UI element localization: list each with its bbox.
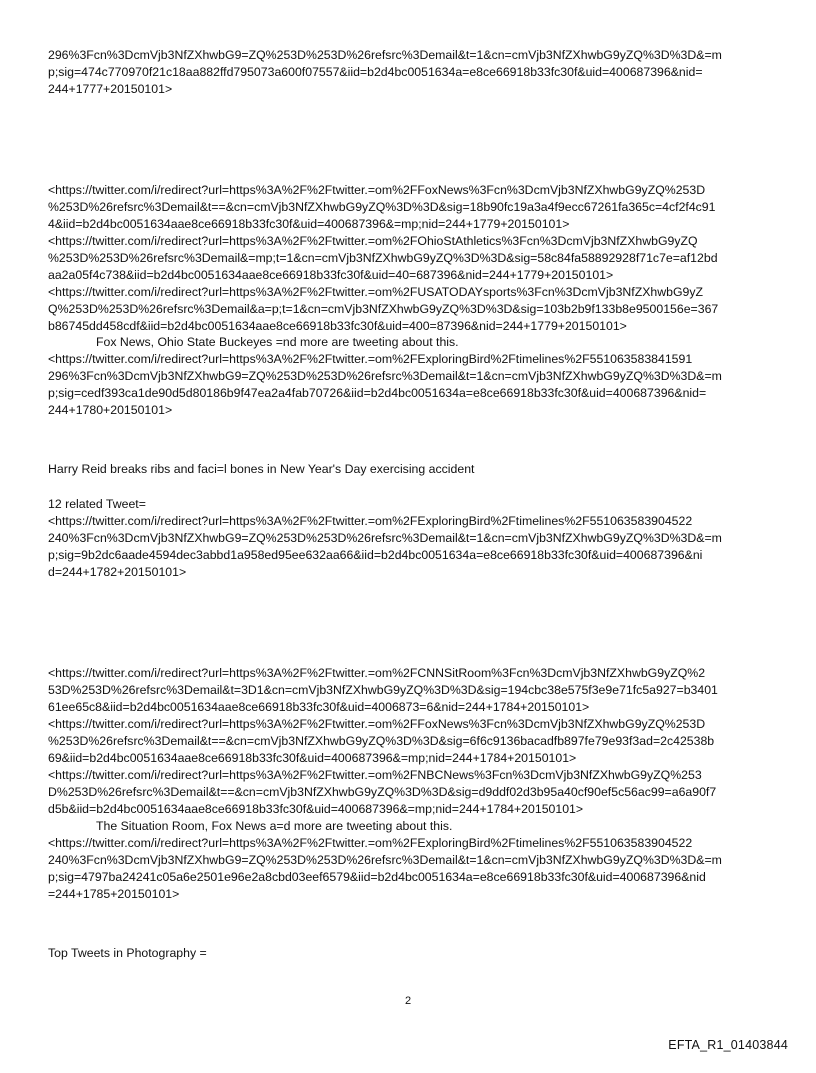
link-block-2: <https://twitter.com/i/redirect?url=https%3A%2F%2Ftwitter.=om%2FFoxNews%3Fcn%3DcmVjb3NfZXhwbG9yZQ%253D %253D%26refsrc%3Demail&t==&cn=cmVjb3NfZXhwbG9yZQ%3D%3D&sig=18b90fc19a3a4f9ecc67261fa365c=4cf2f4c91 4&iid=b2d4bc0051634aae8ce66918b33fc30f&uid=400687396&=mp;nid=244+1779+20150101> <https://twitter.com/i/redirect?url=https%3A%2F%2Ftwitter.=om%2FOhioStAthletics%3Fcn%3DcmVjb3NfZXhwbG9yZQ %253D%253D%26refsrc%3Demail&=mp;t=1&cn=cmVjb3NfZXhwbG9yZQ%3D%3D&sig=58c84fa58892928f71c7e=af12bd aa2a05f4c738&iid=b2d4bc0051634aae8ce66918b33fc30f&uid=40=687396&nid=244+1779+20150101> <https://twitter.com/i/redirect?url=https%3A%2F%2Ftwitter.=om%2FUSATODAYsports%3Fcn%3DcmVjb3NfZXhwbG9yZ Q%253D%253D%26refsrc%3Demail&a=p;t=1&cn=cmVjb3NfZXhwbG9yZQ%3D%3D&sig=103b2b9f133b8e9500156e=367 b86745dd458cdf&iid=b2d4bc0051634aae8ce66918b33fc30f&uid=400=87396&nid=244+1779+20150101> [48,183,719,333]
link-block-3: <https://twitter.com/i/redirect?url=https%3A%2F%2Ftwitter.=om%2FExploringBird%2Ftimelines%2F551063583841591 296%3Fcn%3DcmVjb3NfZXhwbG9=ZQ%253D%253D%26refsrc%3Demail&t=1&cn=cmVjb3NfZXhwbG9yZQ%3D%3D&=m p;sig=cedf393ca1de90d5d80186b9f47ea2a4fab70726&iid=b2d4bc0051634a=e8ce66918b33fc30f&uid=400687396&nid= 244+1780+20150101> [48,352,722,417]
tweeting-note-1: Fox News, Ohio State Buckeyes =nd more are tweeting about this. [96,335,459,349]
link-block-5: <https://twitter.com/i/redirect?url=https%3A%2F%2Ftwitter.=om%2FExploringBird%2Ftimelines%2F551063583904522 240%3Fcn%3DcmVjb3NfZXhwbG9=ZQ%253D%253D%26refsrc%3Demail&t=1&cn=cmVjb3NfZXhwbG9yZQ%3D%3D&=m p;sig=4797ba24241c05a6e2501e96e2a8cbd03eef6579&iid=b2d4bc0051634a=e8ce66918b33fc30f&uid=400687396&nid =244+1785+20150101> [48,836,722,901]
tweeting-note-2: The Situation Room, Fox News a=d more are tweeting about this. [96,819,453,833]
related-tweets-block: 12 related Tweet= <https://twitter.com/i/redirect?url=https%3A%2F%2Ftwitter.=om%2FExploringBird%2Ftimelines%2F551063583904522 240%3Fcn%3DcmVjb3NfZXhwbG9=ZQ%253D%253D%26refsrc%3Demail&t=1&cn=cmVjb3NfZXhwbG9yZQ%3D%3D&=m p;sig=9b2dc6aade4594dec3abbd1a958ed95ee632aa66&iid=b2d4bc0051634a=e8ce66918b33fc30f&uid=400687396&ni d=244+1782+20150101> [48,497,722,579]
document-id-footer: EFTA_R1_01403844 [668,1038,788,1052]
headline-harry-reid: Harry Reid breaks ribs and faci=l bones in New Year's Day exercising accident [48,462,475,476]
link-block-4: <https://twitter.com/i/redirect?url=https%3A%2F%2Ftwitter.=om%2FCNNSitRoom%3Fcn%3DcmVjb3NfZXhwbG9yZQ%2 53D%253D%26refsrc%3Demail&t=3D1&cn=cmVjb3NfZXhwbG9yZQ%3D%3D&sig=194cbc38e575f3e9e71fc5a927=b3401 61ee65c8&iid=b2d4bc0051634aae8ce66918b33fc30f&uid=4006873=6&nid=244+1784+20150101> <https://twitter.com/i/redirect?url=https%3A%2F%2Ftwitter.=om%2FFoxNews%3Fcn%3DcmVjb3NfZXhwbG9yZQ%253D %253D%26refsrc%3Demail&t==&cn=cmVjb3NfZXhwbG9yZQ%3D%3D&sig=6f6c9136bacadfb897fe79e93f3ad=2c42538b 69&iid=b2d4bc0051634aae8ce66918b33fc30f&uid=400687396&=mp;nid=244+1784+20150101> <https://twitter.com/i/redirect?url=https%3A%2F%2Ftwitter.=om%2FNBCNews%3Fcn%3DcmVjb3NfZXhwbG9yZQ%253 D%253D%26refsrc%3Demail&t==&cn=cmVjb3NfZXhwbG9yZQ%3D%3D&sig=d9ddf02d3b95a40cf90ef5c56ac99=a6a90f7 d5b&iid=b2d4bc0051634aae8ce66918b33fc30f&uid=400687396&=mp;nid=244+1784+20150101> [48,666,718,816]
section-heading-photography: Top Tweets in Photography = [48,946,207,960]
page-number: 2 [404,995,412,1007]
link-block-1: 296%3Fcn%3DcmVjb3NfZXhwbG9=ZQ%253D%253D%26refsrc%3Demail&t=1&cn=cmVjb3NfZXhwbG9yZQ%3D%3D&=m p;sig=474c770970f21c18aa882ffd795073a600f07557&iid=b2d4bc0051634a=e8ce66918b33fc30f&uid=400687396&nid= 244+1777+20150101> [48,48,722,96]
